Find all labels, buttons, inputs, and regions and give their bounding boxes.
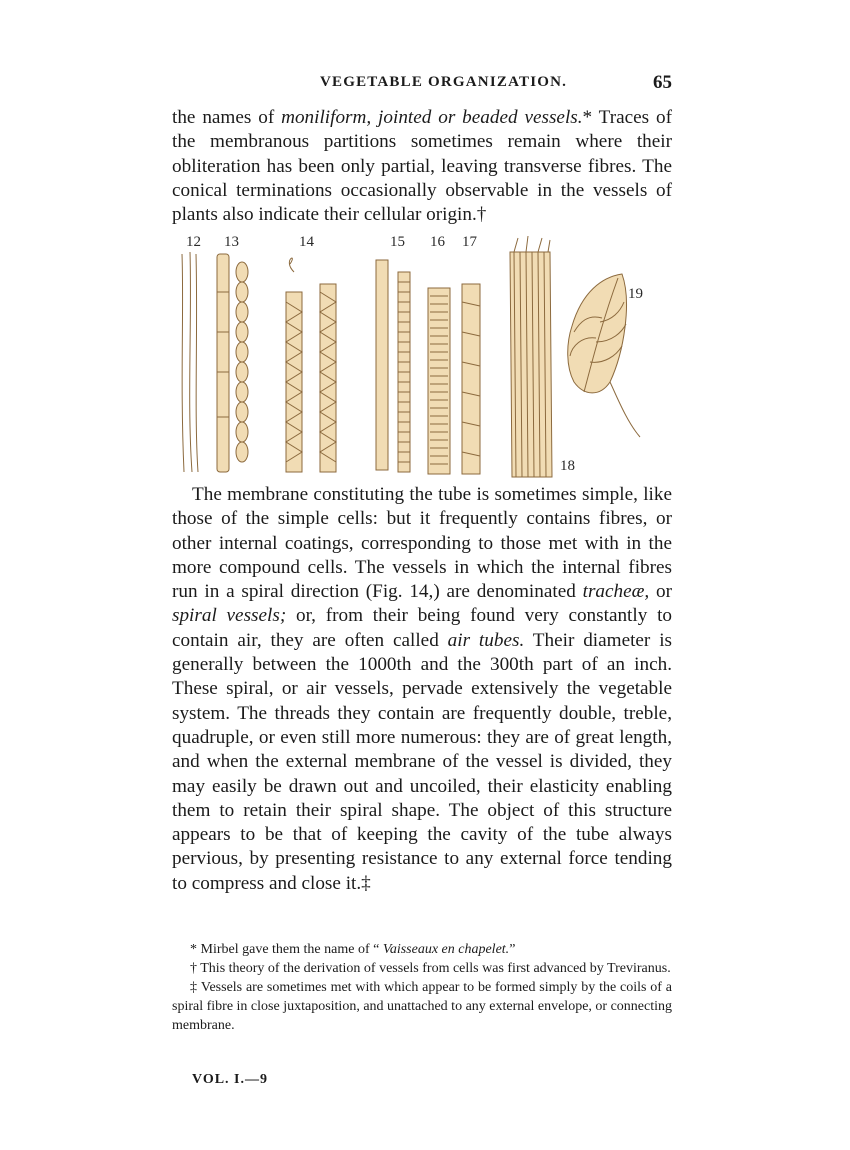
text-run: the names of [172,107,282,128]
vessel-figure-plate [172,232,672,482]
footnote-1 [172,940,672,959]
figure-12-tubes [182,252,198,472]
running-head [172,72,672,96]
figure-label-13: 13 [224,234,239,250]
text-run: or, from their being found very constantly to contain air, they are often called [172,605,672,651]
paragraph-main [172,483,672,896]
page-number: 65 [653,72,672,93]
figure-label-17: 17 [462,234,477,250]
figure-16-vessel [428,288,450,474]
footnote-text: * Mirbel gave them the name of “ [190,942,383,957]
footnote-text: ” [509,942,516,957]
text-run: Their diameter is generally between the 1000th and the 300th part of an inch. These spiral, or air vessels, pervade extensively the vegetable system. The threads they contain are frequently double, treble, quadruple, or even still more numerous: they are of great length, and when the external membrane of the vessel is divided, they may easily be drawn out and uncoiled, their elasticity enabling them to retain their spiral shape. The object of this structure appears to be that of keeping the cavity of the tube always pervious, by presenting resistance to any external force tending to compress and close it.‡ [172,629,672,894]
figure-17-vessel [462,284,480,474]
footnote-3: ‡ Vessels are sometimes met with which appear to be formed simply by the coils of a spiral fibre in close juxtaposition, and unattached to any external envelope, or connecting membrane. [172,980,672,1033]
italic-term: moniliform, jointed or beaded vessels. [281,107,583,128]
figure-label-18: 18 [560,458,575,474]
footnote-italic: Vaisseaux en chapelet. [382,942,510,957]
text-run: The membrane constituting the tube is sometimes simple, like those of the simple cells: but it frequently contains fibres, or other internal coatings, corresponding to those met with in the more compound cells. The vessels in which the internal fibres run in a spiral direction (Fig. 14,) are denominated [172,484,672,603]
figure-label-19: 19 [628,286,643,302]
italic-term: air tubes. [447,629,525,651]
figure-18-vessel-bundle [510,236,552,477]
figure-19-leaf [568,274,640,437]
figure-label-15: 15 [390,234,405,250]
paragraph-continued [172,106,672,227]
text-run: * Traces of the membranous partitions sometimes remain where their obliteration has been only partial, leaving transverse fibres. The conical terminations occasionally observable in the vessels of plants also indicate their cellular origin.† [172,107,672,226]
figure-15-vessels [376,260,410,472]
running-title: VEGETABLE ORGANIZATION. [320,74,568,90]
text-run: or [649,581,673,603]
figure-label-12: 12 [186,234,201,250]
footnotes [172,940,672,1035]
figure-13-beaded-vessels [236,262,248,462]
signature-mark: VOL. I.—9 [192,1072,269,1087]
italic-term: tracheæ, [582,581,650,603]
footnote-2: † This theory of the derivation of vessels from cells was first advanced by Treviranus. [190,961,671,976]
figure-label-16: 16 [430,234,445,250]
figure-13-jointed-vessels [217,254,229,472]
figure-14-spiral-vessels [286,258,336,472]
italic-term: spiral vessels; [172,605,287,627]
figure-label-14: 14 [299,234,314,250]
vessel-figure-drawing [172,232,672,482]
